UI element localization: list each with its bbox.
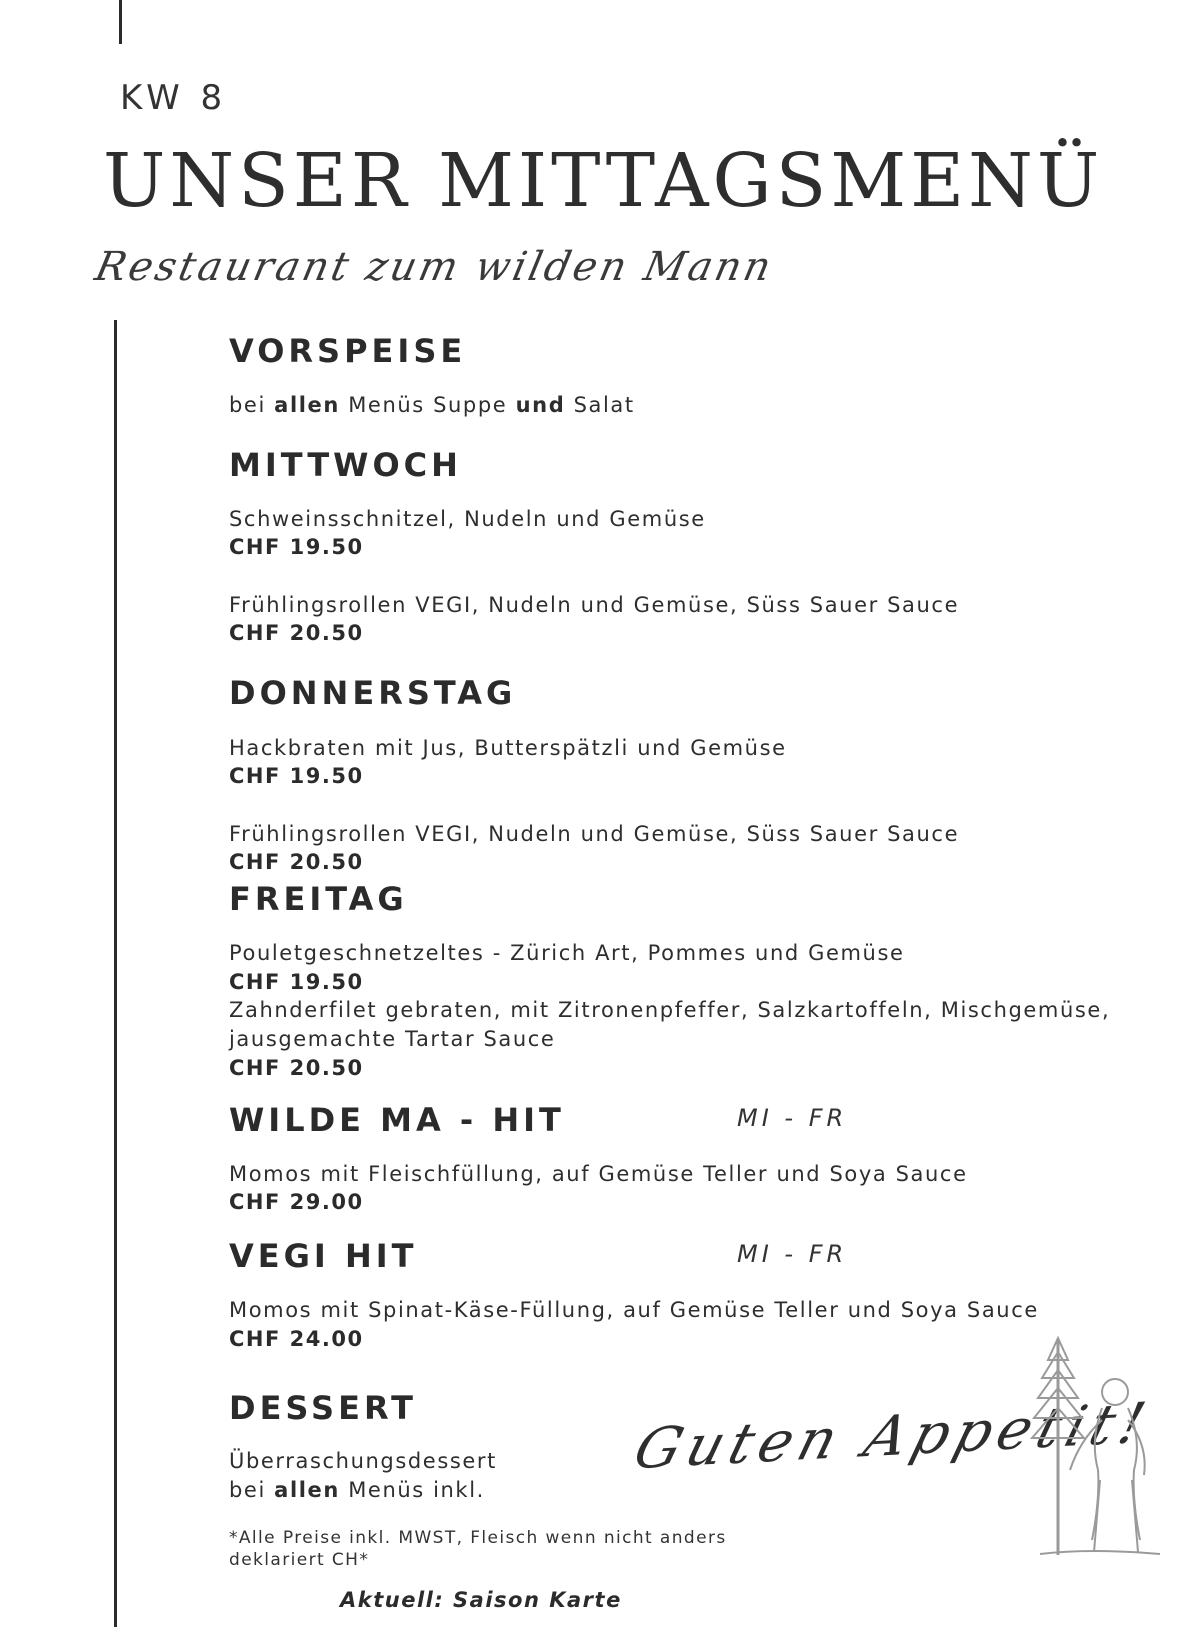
page-title: UNSER MITTAGSMENÜ: [103, 138, 1104, 224]
mittwoch-price-2: CHF 20.50: [229, 621, 364, 645]
mittwoch-price-1: CHF 19.50: [229, 535, 364, 559]
heading-freitag: FREITAG: [229, 880, 408, 918]
donnerstag-dish-1: Hackbraten mit Jus, Butterspätzli und Gemüse: [229, 736, 787, 760]
top-divider-line: [119, 0, 122, 44]
donnerstag-dish-2: Frühlingsrollen VEGI, Nudeln und Gemüse, Süss Sauer Sauce: [229, 822, 960, 846]
dessert-line-1: Überraschungsdessert: [229, 1449, 497, 1473]
freitag-price-1: CHF 19.50: [229, 970, 364, 994]
vegi-hit-days: MI - FR: [737, 1240, 848, 1268]
vegi-hit-dish: Momos mit Spinat-Käse-Füllung, auf Gemüse Teller und Soya Sauce: [229, 1298, 1039, 1322]
price-note-line-2: deklariert CH*: [229, 1550, 370, 1570]
heading-mittwoch: MITTWOCH: [229, 446, 462, 484]
wild-man-illustration: [1020, 1330, 1170, 1560]
vegi-hit-price: CHF 24.00: [229, 1327, 364, 1351]
heading-vorspeise: VORSPEISE: [229, 332, 467, 370]
freitag-dish-2-line2: jausgemachte Tartar Sauce: [229, 1027, 556, 1051]
week-label: KW 8: [120, 78, 228, 118]
price-note: [229, 1527, 727, 1571]
wilde-hit-dish: Momos mit Fleischfüllung, auf Gemüse Teller und Soya Sauce: [229, 1162, 968, 1186]
guten-appetit-signature: Guten Appetit!: [627, 1390, 1158, 1483]
wilde-hit-days: MI - FR: [737, 1104, 848, 1132]
heading-wilde-hit: WILDE MA - HIT: [229, 1101, 565, 1139]
heading-dessert: DESSERT: [229, 1389, 417, 1427]
price-note-line-1: *Alle Preise inkl. MWST, Fleisch wenn nicht anders: [229, 1528, 727, 1548]
mittwoch-dish-2: Frühlingsrollen VEGI, Nudeln und Gemüse, Süss Sauer Sauce: [229, 593, 960, 617]
left-divider-line: [114, 320, 117, 1627]
aktuell-link: Aktuell: Saison Karte: [340, 1588, 622, 1612]
wilde-hit-price: CHF 29.00: [229, 1190, 364, 1214]
heading-donnerstag: DONNERSTAG: [229, 674, 517, 712]
dessert-line-2: bei allen Menüs inkl.: [229, 1478, 485, 1502]
freitag-dish-2-line1: Zahnderfilet gebraten, mit Zitronenpfeffer, Salzkartoffeln, Mischgemüse,: [229, 998, 1111, 1022]
donnerstag-price-1: CHF 19.50: [229, 764, 364, 788]
vorspeise-text: bei allen Menüs Suppe und Salat: [229, 393, 635, 417]
donnerstag-price-2: CHF 20.50: [229, 850, 364, 874]
freitag-price-2: CHF 20.50: [229, 1056, 364, 1080]
freitag-dish-1: Pouletgeschnetzeltes - Zürich Art, Pommes und Gemüse: [229, 941, 905, 965]
mittwoch-dish-1: Schweinsschnitzel, Nudeln und Gemüse: [229, 507, 706, 531]
restaurant-signature: Restaurant zum wilden Mann: [91, 244, 778, 290]
heading-vegi-hit: VEGI HIT: [229, 1237, 418, 1275]
